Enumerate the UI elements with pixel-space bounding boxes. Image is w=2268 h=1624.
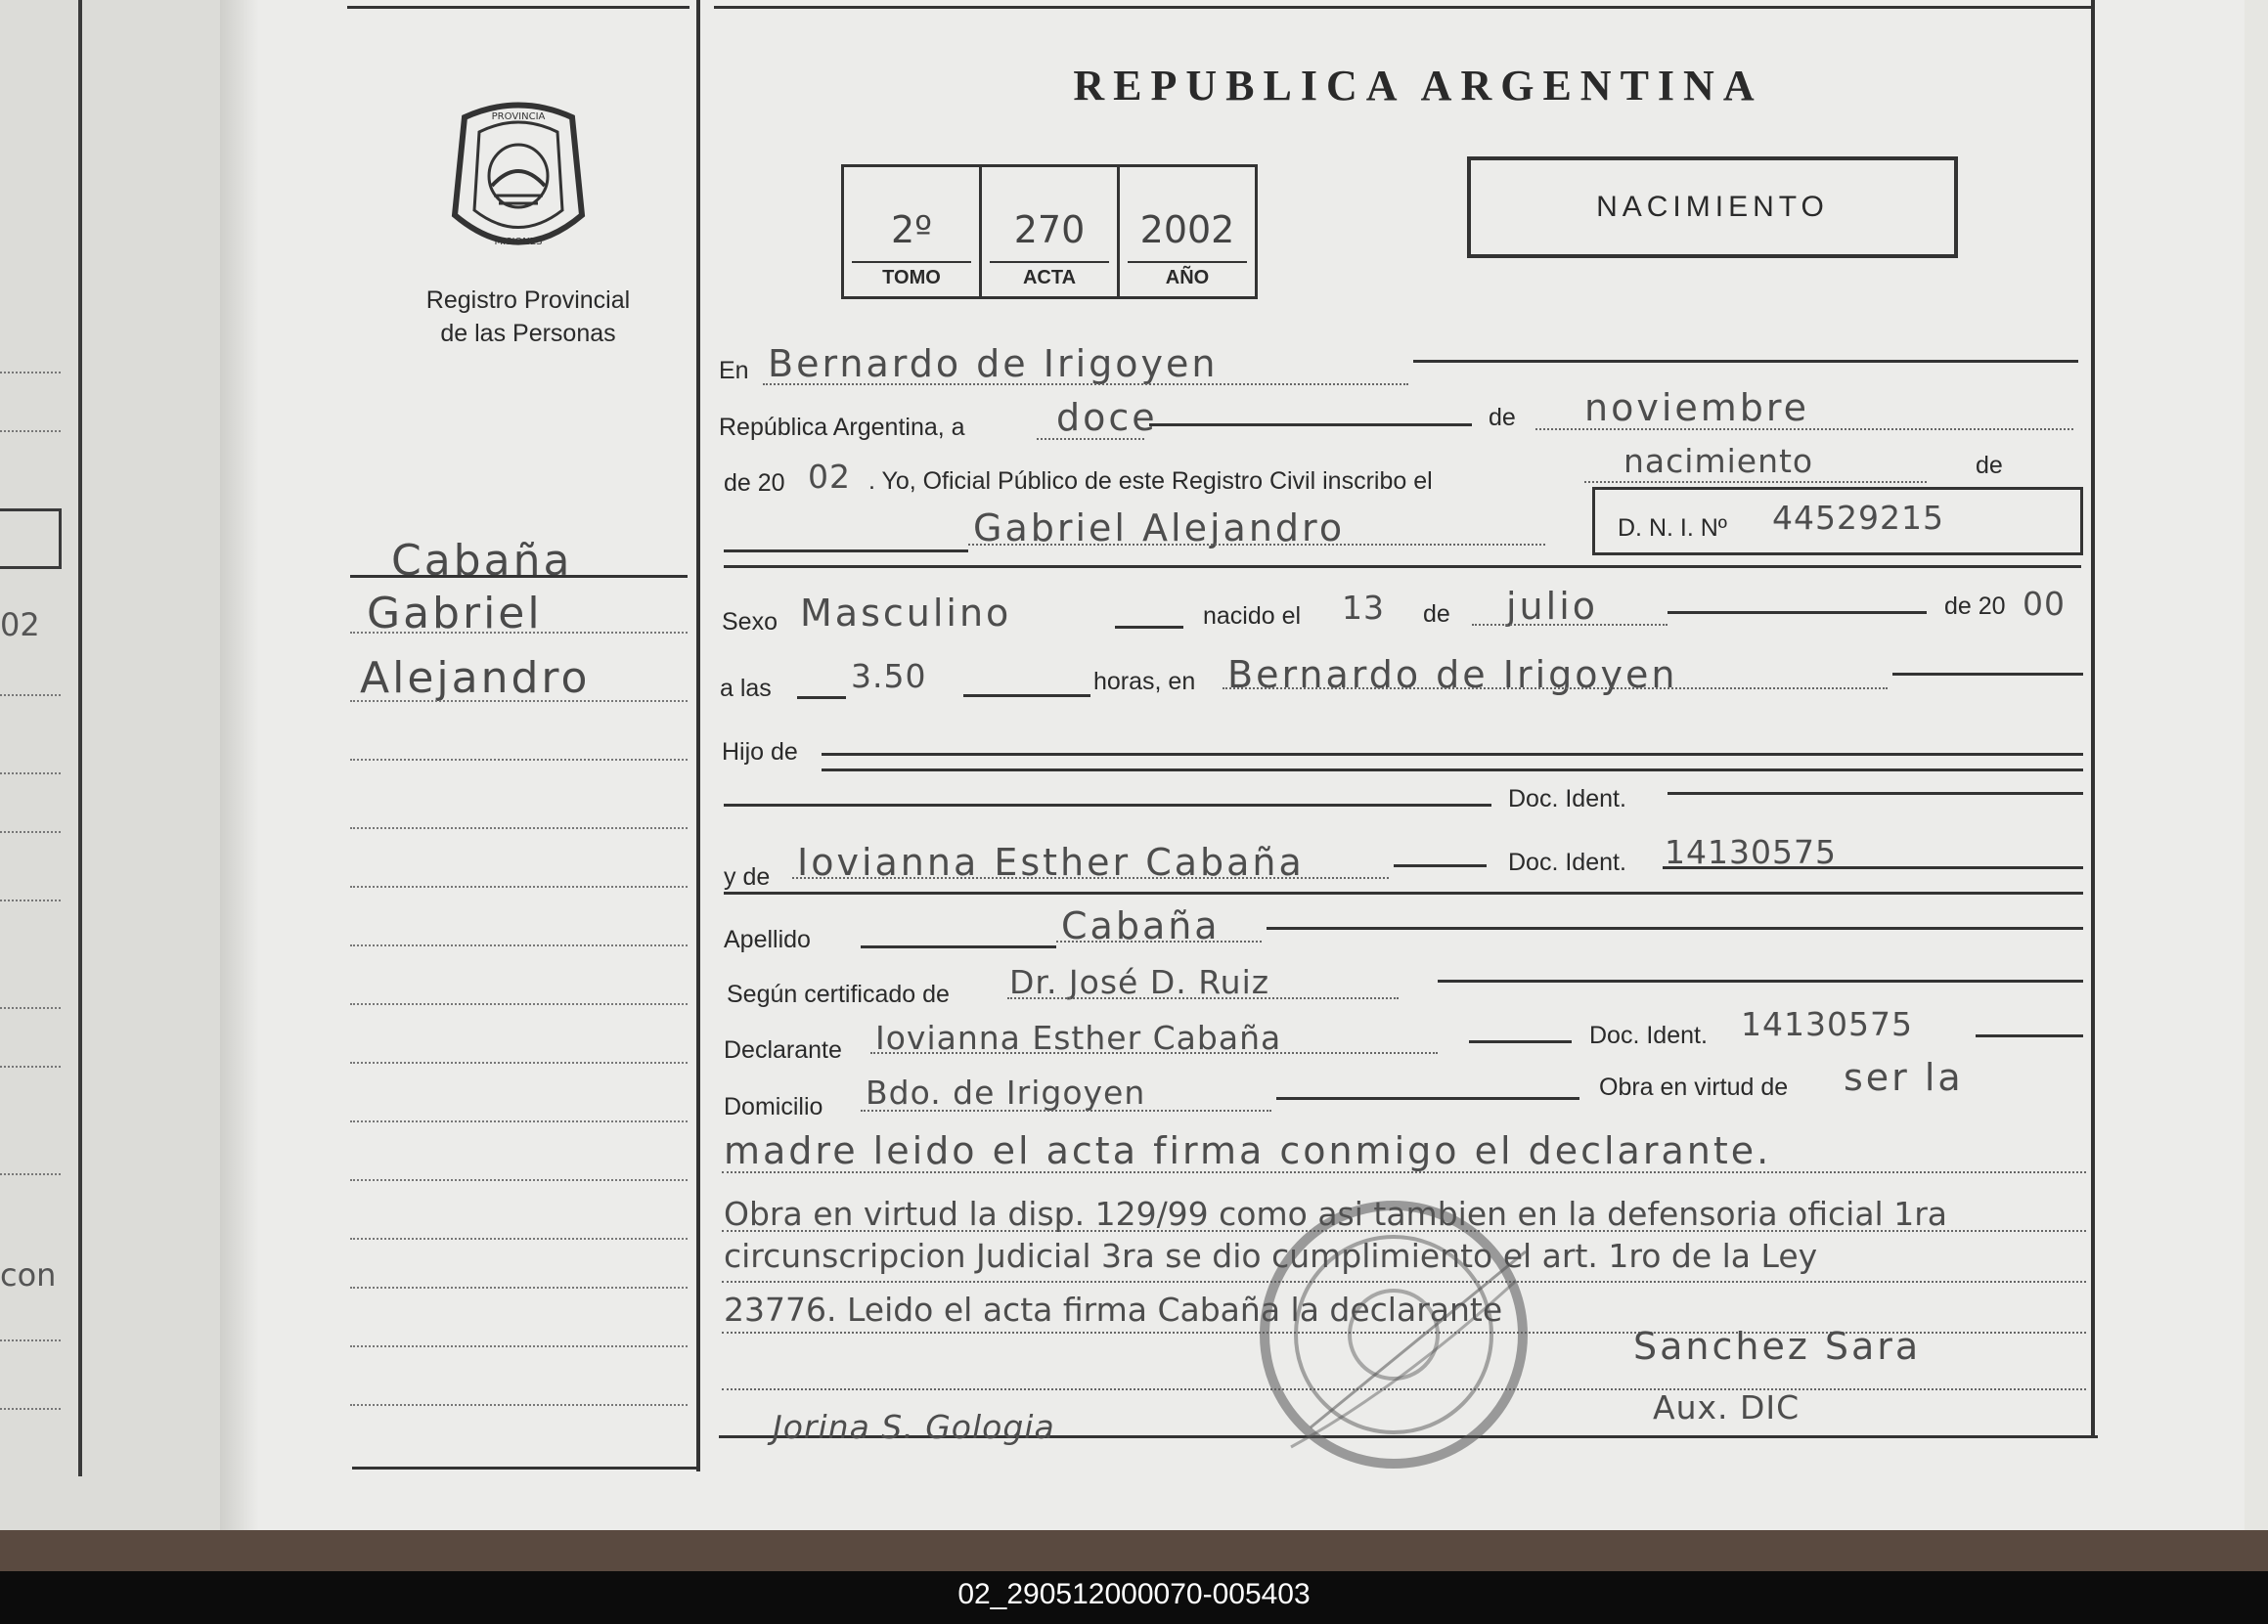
dni-label: D. N. I. Nº: [1618, 514, 1727, 542]
fill-line: [1267, 927, 2083, 930]
and-of-label: y de: [724, 863, 771, 891]
signature-right-name: Sanchez Sara: [1633, 1325, 1922, 1368]
surname-value: Cabaña: [1061, 904, 1221, 947]
note-line-1: madre leido el acta firma conmigo el declarante.: [724, 1129, 1772, 1172]
fill-line: [1056, 941, 1262, 943]
sex-label: Sexo: [722, 608, 778, 636]
record-type-box: NACIMIENTO: [1467, 156, 1958, 258]
registry-label: [372, 284, 685, 350]
stub-name-2: Alejandro: [360, 653, 591, 703]
tomo-acta-year-grid: [841, 164, 1258, 299]
born-label: nacido el: [1203, 602, 1302, 630]
stub-bottom-border: [352, 1467, 699, 1470]
fill-line: [1438, 980, 2083, 983]
stub-line: [350, 1404, 688, 1406]
fill-line: [1413, 360, 2078, 363]
declarant-value: Iovianna Esther Cabaña: [875, 1019, 1282, 1057]
note-line-3: circunscripcion Judicial 3ra se dio cumplimiento el art. 1ro de la Ley: [724, 1237, 1818, 1275]
year-value: 2002: [1139, 208, 1235, 251]
left-strip-line: [0, 1007, 61, 1009]
fill-line: [963, 694, 1090, 697]
fill-line: [724, 892, 2083, 895]
yo-label: . Yo, Oficial Público de este Registro Civil inscribo el: [868, 467, 1433, 495]
left-strip-line: [0, 430, 61, 432]
fill-line: [1223, 687, 1888, 689]
year-suffix-value: 02: [808, 458, 851, 496]
fill-line: [822, 753, 2083, 756]
fill-line: [1976, 1034, 2083, 1037]
surname-label: Apellido: [724, 926, 811, 953]
fill-line: [1668, 611, 1927, 614]
fill-line: [724, 804, 1491, 807]
stub-divider: [696, 0, 700, 1471]
place-value: Bernardo de Irigoyen: [768, 342, 1219, 385]
stub-line: [350, 886, 688, 888]
left-strip-text: 02: [0, 606, 40, 643]
tomo-label: TOMO: [852, 261, 971, 289]
fill-line: [1276, 1097, 1579, 1100]
left-strip-line: [0, 1408, 61, 1410]
stub-line: [350, 1238, 688, 1240]
purpose-value: ser la: [1844, 1056, 1964, 1099]
registry-line-2: de las Personas: [440, 320, 616, 347]
fill-line: [1892, 673, 2083, 676]
stub-name-1: Gabriel: [367, 589, 543, 638]
official-seal-icon: [1252, 1193, 1535, 1476]
fill-line: [1469, 1040, 1572, 1043]
de-label-2: de: [1976, 452, 2003, 479]
document-title: REPUBLICA ARGENTINA: [1073, 62, 1763, 110]
fill-line: [861, 945, 1056, 948]
fill-line: [1668, 792, 2083, 795]
left-strip-line: [0, 694, 61, 696]
hours-label: horas, en: [1093, 668, 1196, 695]
stub-line: [350, 632, 688, 634]
de20-label: de 20: [1944, 593, 2006, 620]
stub-line: [350, 1120, 688, 1122]
at-label: a las: [720, 675, 772, 702]
acta-cell: [982, 167, 1120, 296]
left-strip-line: [0, 772, 61, 774]
form-right-border: [2091, 0, 2095, 1437]
born-day-value: 13: [1342, 589, 1385, 627]
year-label: AÑO: [1128, 261, 1247, 289]
stub-line: [350, 827, 688, 829]
month-value: noviembre: [1584, 386, 1810, 429]
crest-lower-text: MISIONES: [494, 237, 543, 247]
doc-ident-label-1: Doc. Ident.: [1508, 785, 1626, 812]
stub-line: [350, 575, 688, 578]
day-value: doce: [1056, 396, 1158, 439]
crest-upper-text: PROVINCIA: [491, 111, 546, 122]
address-label: Domicilio: [724, 1093, 823, 1120]
de-label-3: de: [1423, 600, 1450, 628]
fill-line: [797, 696, 846, 699]
sex-value: Masculino: [800, 592, 1012, 635]
child-of-label: Hijo de: [722, 738, 798, 766]
hour-value: 3.50: [851, 657, 927, 695]
form-top-border: [714, 6, 2093, 9]
fill-line: [1663, 866, 2083, 869]
stub-top-border: [347, 6, 689, 9]
purpose-label: Obra en virtud de: [1599, 1074, 1789, 1101]
left-strip-box: [0, 508, 62, 569]
stub-line: [350, 1062, 688, 1064]
stub-line: [350, 759, 688, 761]
provincial-crest-icon: [445, 98, 592, 259]
page-fold-shadow: [220, 0, 259, 1530]
year-cell: [1120, 167, 1255, 296]
section-divider: [724, 565, 2081, 568]
left-strip-border: [78, 0, 82, 1476]
acta-value: 270: [1013, 208, 1086, 251]
fill-line: [822, 768, 2083, 771]
note-line-4: 23776. Leido el acta firma Cabaña la declarante: [724, 1291, 1503, 1329]
stub-line: [350, 944, 688, 946]
fill-line: [1115, 626, 1183, 629]
republica-label: República Argentina, a: [719, 414, 965, 441]
certificate-label: Según certificado de: [727, 981, 950, 1008]
left-strip-line: [0, 372, 61, 373]
doc-ident-label-2: Doc. Ident.: [1508, 849, 1626, 876]
stub-line: [350, 700, 688, 702]
left-strip-line: [0, 1173, 61, 1175]
year-prefix-label: de 20: [724, 469, 785, 497]
fill-line: [763, 383, 1408, 385]
stub-line: [350, 1287, 688, 1289]
registry-line-1: Registro Provincial: [425, 286, 631, 314]
born-month-value: julio: [1506, 585, 1599, 628]
fill-line: [1584, 481, 1927, 483]
fill-line: [722, 1171, 2086, 1173]
doc-ident-label-3: Doc. Ident.: [1589, 1022, 1708, 1049]
birthplace-value: Bernardo de Irigoyen: [1227, 653, 1678, 696]
fill-line: [1149, 423, 1472, 426]
acta-label: ACTA: [990, 261, 1109, 289]
doctor-value: Dr. José D. Ruiz: [1009, 963, 1270, 1001]
fill-line: [861, 1110, 1271, 1112]
dni-value: 44529215: [1772, 499, 1944, 537]
stub-line: [350, 1003, 688, 1005]
declarant-label: Declarante: [724, 1036, 842, 1064]
stub-line: [350, 1345, 688, 1347]
note-line-2: Obra en virtud la disp. 129/99 como asi tambien en la defensoria oficial 1ra: [724, 1195, 1947, 1233]
left-page-strip: [0, 0, 220, 1530]
mother-doc-value: 14130575: [1665, 833, 1837, 871]
born-year-value: 00: [2023, 585, 2066, 623]
signature-left: Jorina S. Gologia: [773, 1408, 1055, 1446]
left-strip-line: [0, 1339, 61, 1341]
image-caption: 02_290512000070-005403: [957, 1578, 1311, 1610]
fill-line: [792, 877, 1389, 879]
stub-line: [350, 1179, 688, 1181]
fill-line: [724, 549, 968, 552]
fill-line: [870, 1052, 1438, 1054]
left-strip-text: con: [0, 1256, 57, 1294]
left-strip-line: [0, 1066, 61, 1068]
left-strip-line: [0, 831, 61, 833]
de-label: de: [1489, 404, 1516, 431]
en-label: En: [719, 357, 749, 384]
fill-line: [1037, 438, 1144, 440]
fill-line: [1007, 997, 1399, 999]
book-edge: [0, 1530, 2268, 1571]
address-value: Bdo. de Irigoyen: [866, 1074, 1146, 1112]
mother-name-value: Iovianna Esther Cabaña: [797, 841, 1305, 884]
act-value: nacimiento: [1623, 442, 1814, 480]
tomo-cell: [844, 167, 982, 296]
fill-line: [968, 544, 1545, 546]
left-strip-line: [0, 900, 61, 901]
signature-right-role: Aux. DIC: [1653, 1388, 1801, 1426]
stub-surname: Cabaña: [391, 536, 573, 586]
declarant-doc-value: 14130575: [1741, 1005, 1913, 1043]
child-name-value: Gabriel Alejandro: [973, 506, 1346, 549]
fill-line: [1472, 624, 1668, 626]
tomo-value: 2º: [890, 208, 933, 251]
fill-line: [1394, 864, 1487, 867]
fill-line: [1535, 428, 2073, 430]
